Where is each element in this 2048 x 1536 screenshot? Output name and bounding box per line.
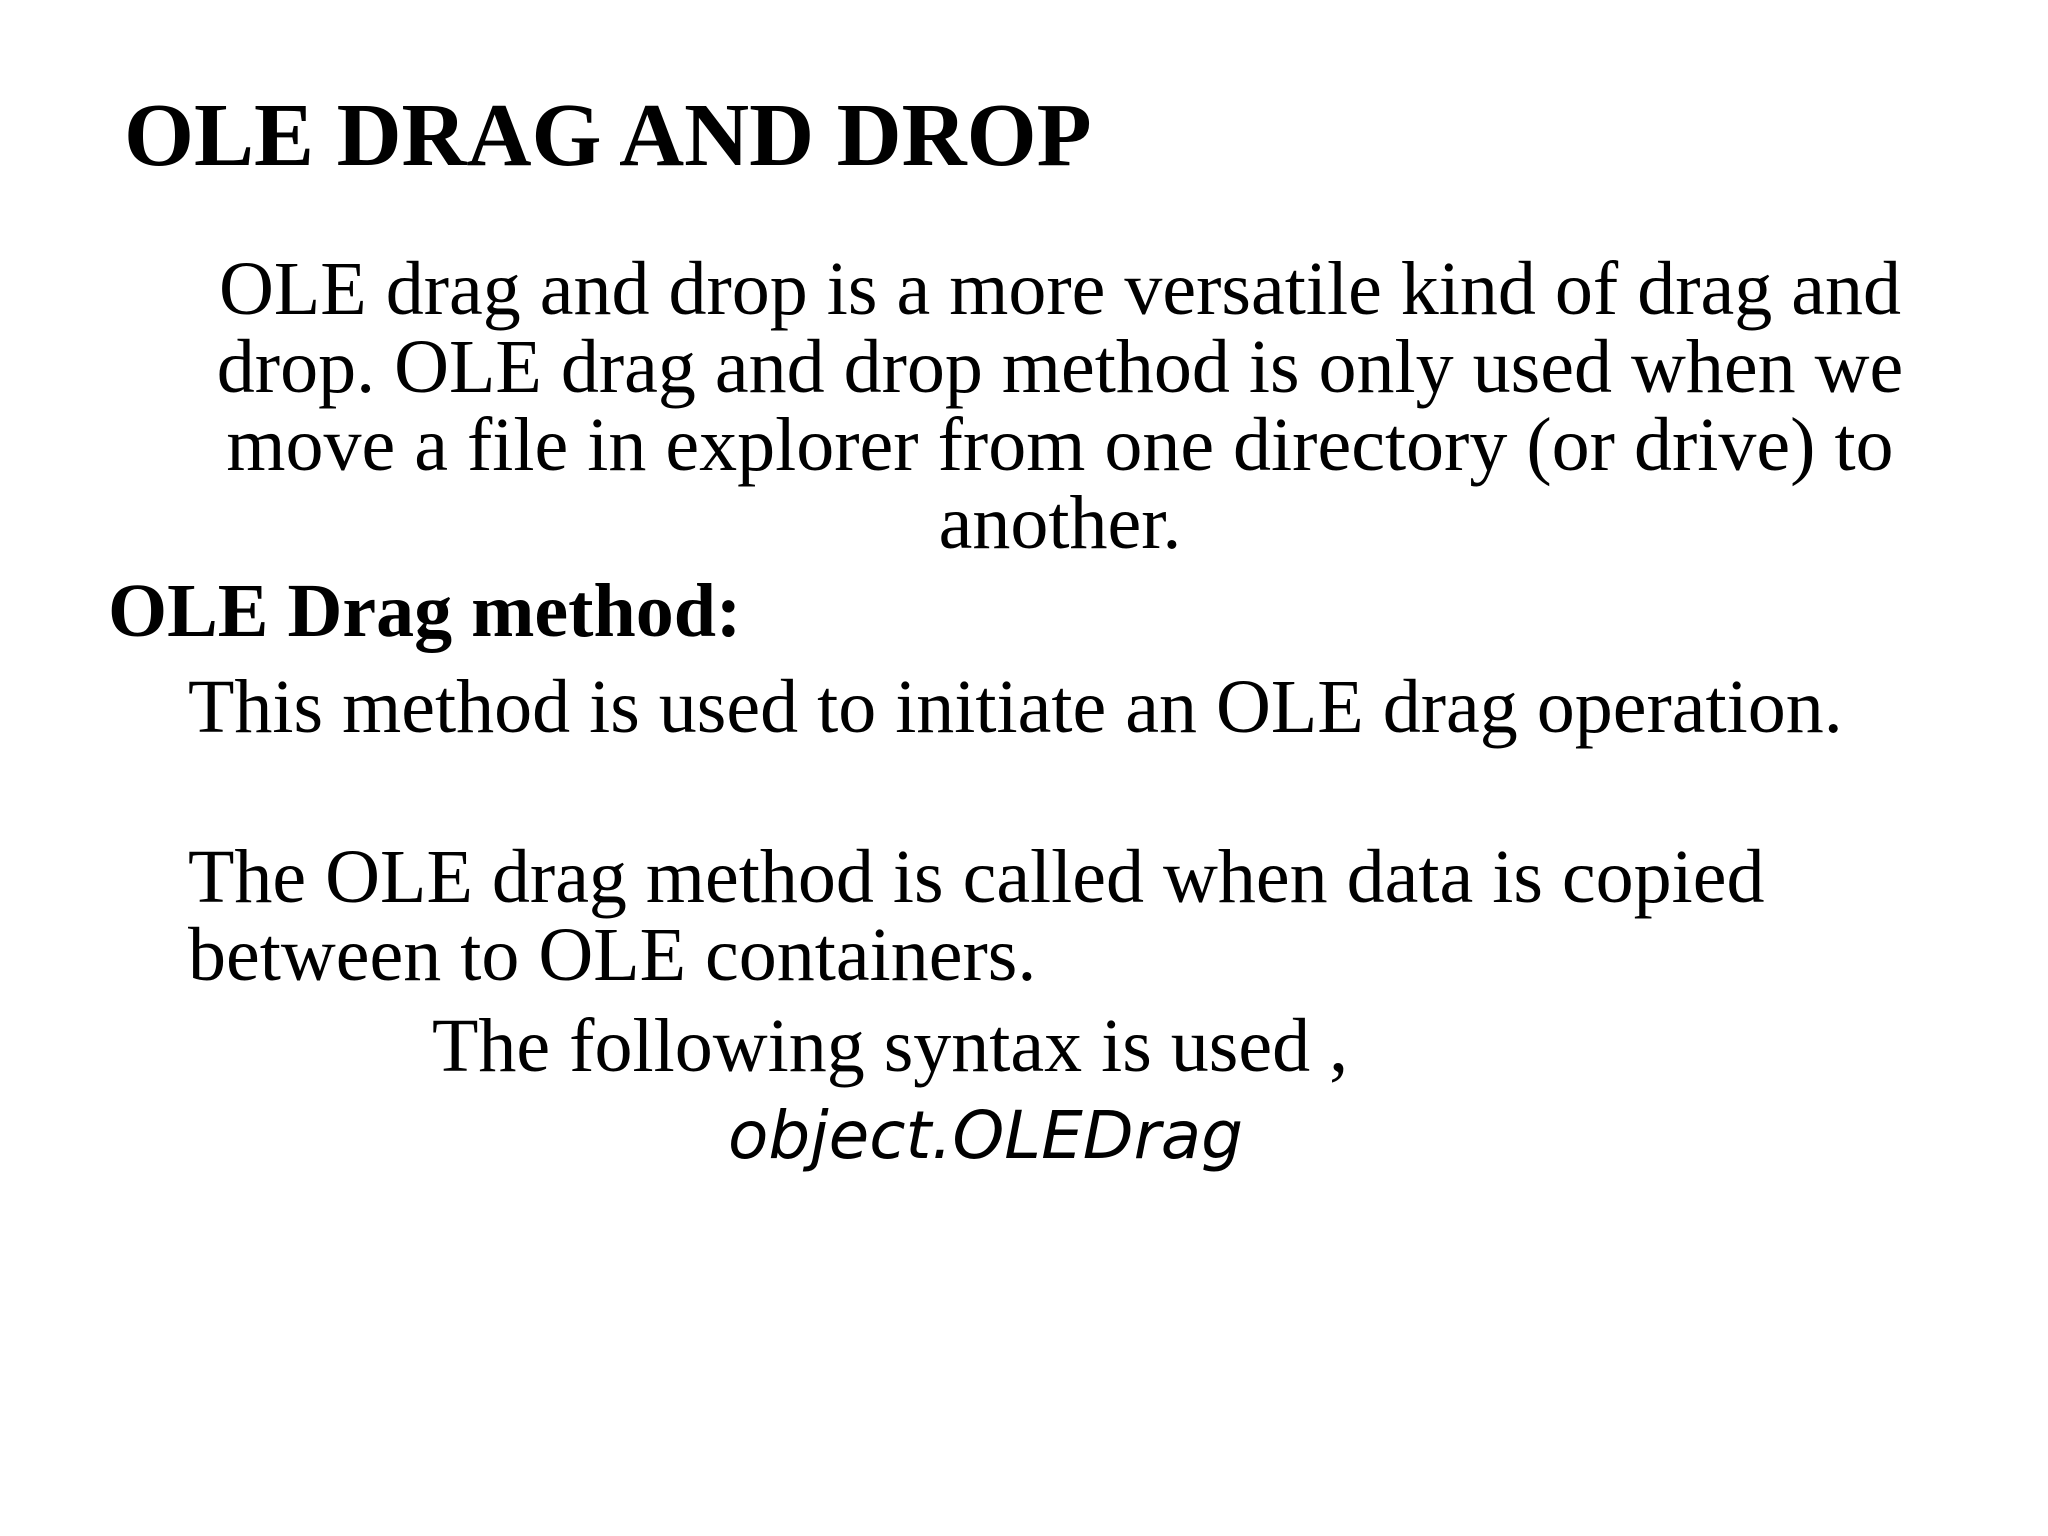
slide-title: OLE DRAG AND DROP <box>124 86 1092 185</box>
syntax-intro: The following syntax is used , <box>432 1004 1349 1088</box>
syntax-code: object.OLEDrag <box>728 1097 1244 1174</box>
section-heading: OLE Drag method: <box>108 569 742 653</box>
body-paragraph: The OLE drag method is called when data is copied between to OLE containers. <box>188 835 1765 997</box>
body-paragraph: This method is used to initiate an OLE drag operation. <box>188 665 1843 749</box>
intro-paragraph: OLE drag and drop is a more versatile kind of drag and drop. OLE drag and drop method is only used when we move a file in explorer from one directory (or drive) to another. <box>216 247 1904 565</box>
